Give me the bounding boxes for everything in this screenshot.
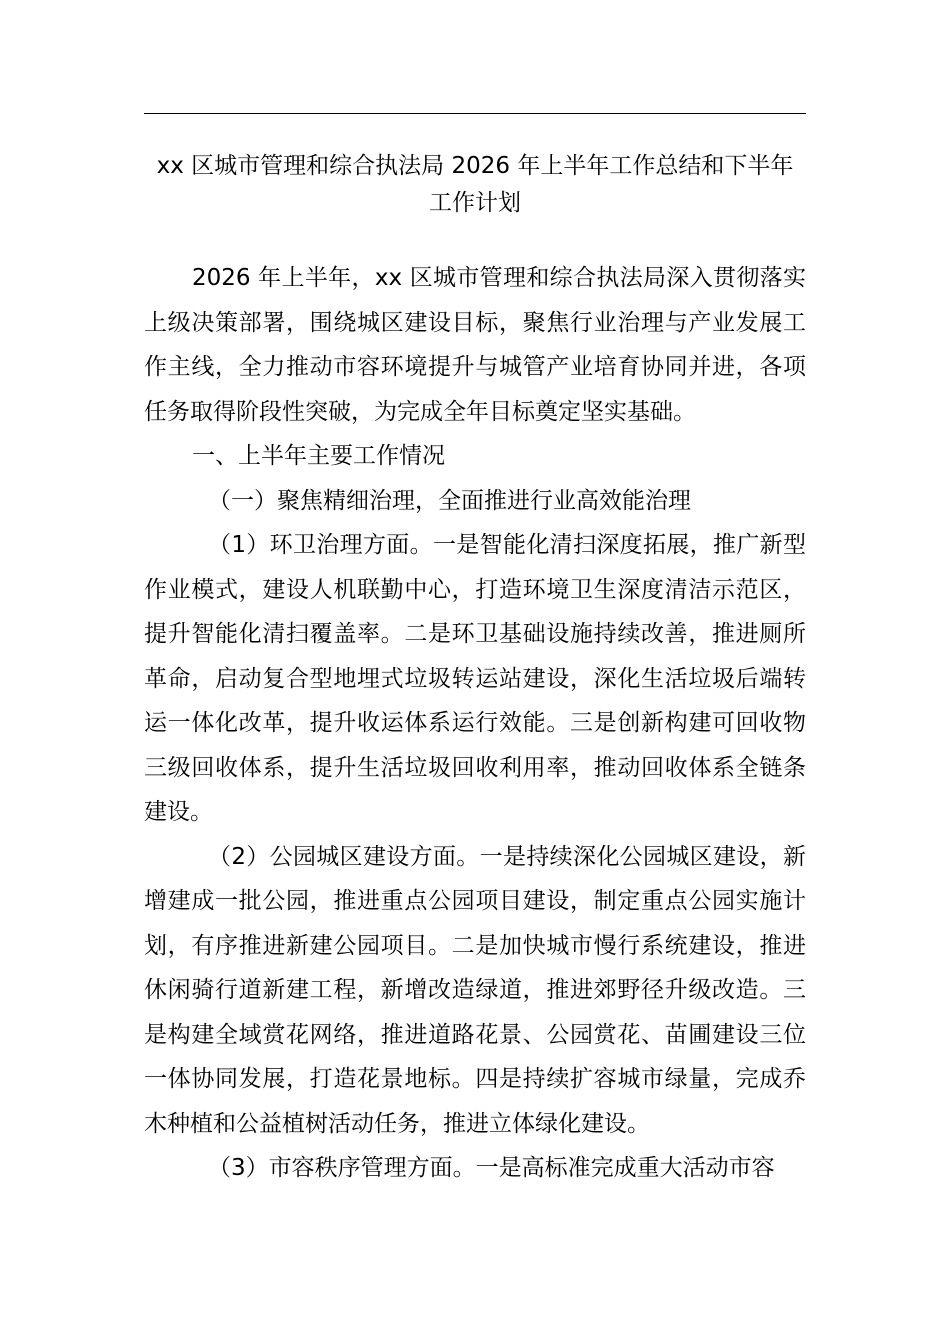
document-title-line-2: 工作计划 [429, 190, 521, 216]
document-body [144, 256, 806, 1191]
work-item-city-order: （3）市容秩序管理方面。一是高标准完成重大活动市容 [208, 1155, 775, 1181]
work-item-sanitation: （1）环卫治理方面。一是智能化清扫深度拓展，推广新型作业模式，建设人机联勤中心，打造环境卫生深度清洁示范区，提升智能化清扫覆盖率。二是环卫基础设施持续改善，推进厕所革命，启动复合型地埋式垃圾转运站建设，深化生活垃圾后端转运一体化改革，提升收运体系运行效能。三是创新构建可回收物三级回收体系，提升生活垃圾回收利用率，推动回收体系全链条建设。 [144, 532, 806, 825]
document-title [144, 148, 806, 222]
subsection-heading-1: （一）聚焦精细治理，全面推进行业高效能治理 [208, 487, 691, 514]
intro-paragraph: 2026 年上半年，xx 区城市管理和综合执法局深入贯彻落实上级决策部署，围绕城区建设目标，聚焦行业治理与产业发展工作主线，全力推动市容环境提升与城管产业培育协同并进，各项任务取得阶段性突破，为完成全年目标奠定坚实基础。 [144, 265, 806, 425]
document-title-line-1: xx 区城市管理和综合执法局 2026 年上半年工作总结和下半年 [156, 153, 794, 179]
work-item-park-city: （2）公园城区建设方面。一是持续深化公园城区建设，新增建成一批公园，推进重点公园项目建设，制定重点公园实施计划，有序推进新建公园项目。二是加快城市慢行系统建设，推进休闲骑行道新建工程，新增改造绿道，推进郊野径升级改造。三是构建全域赏花网络，推进道路花景、公园赏花、苗圃建设三位一体协同发展，打造花景地标。四是持续扩容城市绿量，完成乔木种植和公益植树活动任务，推进立体绿化建设。 [144, 843, 806, 1137]
header-rule [144, 113, 806, 114]
section-heading-1: 一、上半年主要工作情况 [192, 443, 445, 469]
